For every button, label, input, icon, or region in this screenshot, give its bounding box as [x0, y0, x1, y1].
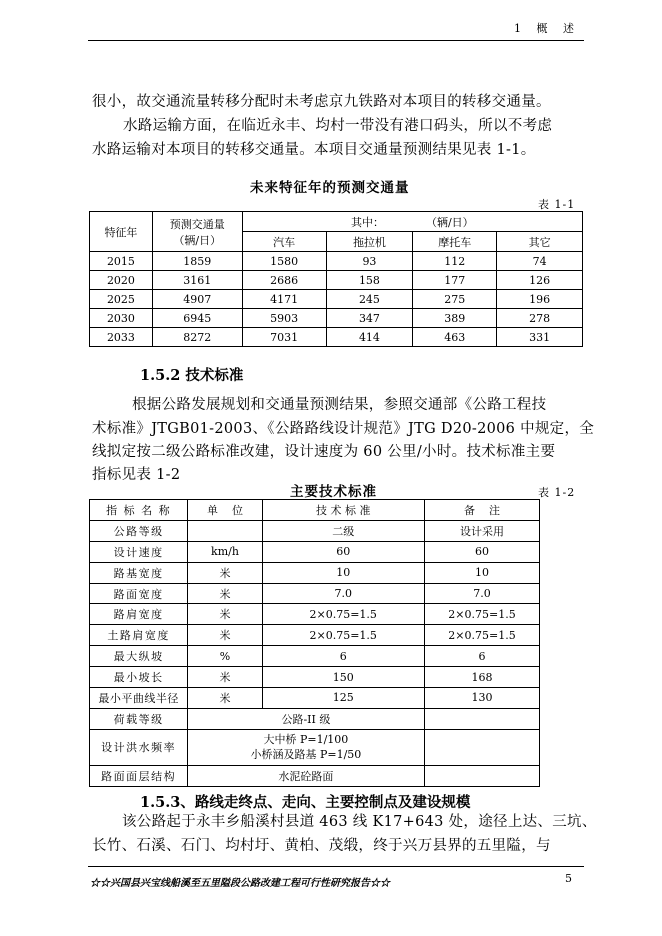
cell: 2025: [90, 290, 153, 309]
cell: 最小坡长: [90, 667, 188, 688]
section-1-5-3-line-1: 该公路起于永丰乡船溪村县道 463 线 K17+643 处，途径上达、三坑、: [122, 814, 597, 830]
table-row: [90, 708, 583, 729]
flood-line-1: 大中桥 P=1/100: [263, 733, 349, 747]
section-1-5-2-heading: 1.5.2 技术标准: [140, 367, 244, 384]
table-row: [90, 667, 583, 688]
cell: 112: [413, 252, 497, 271]
footer-title: ☆☆兴国县兴宝线船溪至五里隘段公路改建工程可行性研究报告☆☆: [90, 878, 390, 889]
header-car: 汽车: [242, 232, 326, 252]
cell: 60: [424, 541, 540, 562]
paragraph-2-line-2: 水路运输对本项目的转移交通量。本项目交通量预测结果见表 1-1。: [92, 142, 536, 158]
cell: 土路肩宽度: [90, 625, 188, 646]
cell: 路面宽度: [90, 583, 188, 604]
table-1-title: 未来特征年的预测交通量: [250, 180, 410, 196]
cell: 4907: [152, 290, 242, 309]
cell: 177: [413, 271, 497, 290]
cell: [424, 765, 540, 786]
cell: 路基宽度: [90, 562, 188, 583]
cell: 463: [413, 328, 497, 347]
table-2-title: 主要技术标准: [290, 484, 377, 500]
cell: 5903: [242, 309, 326, 328]
table-row: [90, 252, 583, 271]
cell: 米: [188, 625, 263, 646]
cell: 米: [188, 688, 263, 709]
cell: 74: [497, 252, 583, 271]
header-unit: 单 位: [188, 500, 263, 521]
cell: 10: [424, 562, 540, 583]
cell: 125: [262, 688, 424, 709]
cell: 275: [413, 290, 497, 309]
cell: 米: [188, 604, 263, 625]
cell: 158: [326, 271, 413, 290]
header-forecast-label: 预测交通量: [169, 217, 225, 231]
cell: 米: [188, 667, 263, 688]
cell: 168: [424, 667, 540, 688]
cell: 1580: [242, 252, 326, 271]
flood-line-2: 小桥涵及路基 P=1/50: [250, 748, 362, 762]
cell: 2030: [90, 309, 153, 328]
table-row: [90, 765, 583, 786]
header-year: 特征年: [90, 212, 153, 252]
header-other: 其它: [497, 232, 583, 252]
table-row: [90, 604, 583, 625]
section-1-5-2-line-4: 指标见表 1-2: [92, 467, 181, 483]
cell: 126: [497, 271, 583, 290]
cell: 2×0.75=1.5: [262, 604, 424, 625]
cell: 7.0: [424, 583, 540, 604]
cell: 130: [424, 688, 540, 709]
cell: 414: [326, 328, 413, 347]
cell: 路肩宽度: [90, 604, 188, 625]
section-1-5-3-line-2: 长竹、石溪、石门、均村圩、黄柏、茂缎，终于兴万县界的五里隘，与: [92, 838, 551, 854]
cell: 最小平曲线半径: [90, 688, 188, 709]
cell: 公路-II 级: [188, 708, 424, 729]
table-row: [90, 688, 583, 709]
table-row: [90, 625, 583, 646]
cell: 最大纵坡: [90, 646, 188, 667]
cell: 196: [497, 290, 583, 309]
cell: 60: [262, 541, 424, 562]
cell: 389: [413, 309, 497, 328]
header-motorcycle: 摩托车: [413, 232, 497, 252]
cell: [424, 729, 540, 765]
cell: %: [188, 646, 263, 667]
cell: 2×0.75=1.5: [424, 625, 540, 646]
cell: 路面面层结构: [90, 765, 188, 786]
paragraph-2-line-1: 水路运输方面，在临近永丰、均村一带没有港口码头，所以不考虑: [123, 118, 553, 134]
section-1-5-2-line-2: 术标准》JTGB01-2003、《公路路线设计规范》JTG D20-2006 中规定，全: [92, 421, 595, 437]
cell: km/h: [188, 541, 263, 562]
header-forecast: [152, 212, 242, 252]
cell: 3161: [152, 271, 242, 290]
section-1-5-2-line-1: 根据公路发展规划和交通量预测结果，参照交通部《公路工程技: [132, 397, 547, 413]
table-row: [90, 290, 583, 309]
cell: 331: [497, 328, 583, 347]
table-row: [90, 541, 583, 562]
header-standard: 技 术 标 准: [262, 500, 424, 521]
cell: 2033: [90, 328, 153, 347]
cell: 米: [188, 562, 263, 583]
cell: 水泥砼路面: [188, 765, 424, 786]
cell: 7.0: [262, 583, 424, 604]
table-row: [90, 562, 583, 583]
header-among: 其中： （辆/日）: [242, 212, 582, 232]
cell: 245: [326, 290, 413, 309]
cell: 6: [424, 646, 540, 667]
header-rule: [88, 40, 584, 41]
cell: 10: [262, 562, 424, 583]
table-header-row: [90, 500, 583, 521]
section-1-5-2-line-3: 线拟定按二级公路标准改建，设计速度为 60 公里/小时。技术标准主要: [92, 444, 556, 460]
header-item: 指 标 名 称: [90, 500, 188, 521]
cell: 6945: [152, 309, 242, 328]
cell: [188, 520, 263, 541]
section-1-5-3-heading: 1.5.3、路线走终点、走向、主要控制点及建设规模: [140, 794, 471, 811]
cell: 8272: [152, 328, 242, 347]
table-row: [90, 646, 583, 667]
forecast-traffic-table: [89, 211, 583, 347]
cell: 2×0.75=1.5: [262, 625, 424, 646]
cell: 二级: [262, 520, 424, 541]
cell: 设计洪水频率: [90, 729, 188, 765]
page-number: 5: [565, 872, 572, 885]
cell: 6: [262, 646, 424, 667]
cell: 347: [326, 309, 413, 328]
cell: 7031: [242, 328, 326, 347]
cell: 公路等级: [90, 520, 188, 541]
cell: 荷载等级: [90, 708, 188, 729]
table-row: [90, 729, 583, 765]
cell: 设计采用: [424, 520, 540, 541]
cell: [424, 708, 540, 729]
cell: 设计速度: [90, 541, 188, 562]
table-row: [90, 309, 583, 328]
cell: 1859: [152, 252, 242, 271]
cell: 米: [188, 583, 263, 604]
header-note: 备 注: [424, 500, 540, 521]
header-forecast-unit: （辆/日）: [173, 233, 222, 247]
table-row: [90, 583, 583, 604]
paragraph-1: 很小，故交通流量转移分配时未考虑京九铁路对本项目的转移交通量。: [92, 94, 551, 110]
cell: 2020: [90, 271, 153, 290]
cell: 150: [262, 667, 424, 688]
header-section: 1 概 述: [514, 22, 580, 35]
cell: 2015: [90, 252, 153, 271]
table-1-ref: 表 1-1: [538, 198, 576, 211]
table-row: [90, 328, 583, 347]
table-2-ref: 表 1-2: [538, 486, 576, 499]
cell: 2686: [242, 271, 326, 290]
cell: [188, 729, 424, 765]
cell: 278: [497, 309, 583, 328]
table-row: [90, 520, 583, 541]
cell: 4171: [242, 290, 326, 309]
technical-standards-table: [89, 499, 583, 787]
cell: 2×0.75=1.5: [424, 604, 540, 625]
footer-rule: [88, 866, 584, 867]
header-tractor: 拖拉机: [326, 232, 413, 252]
cell: 93: [326, 252, 413, 271]
table-row: [90, 271, 583, 290]
